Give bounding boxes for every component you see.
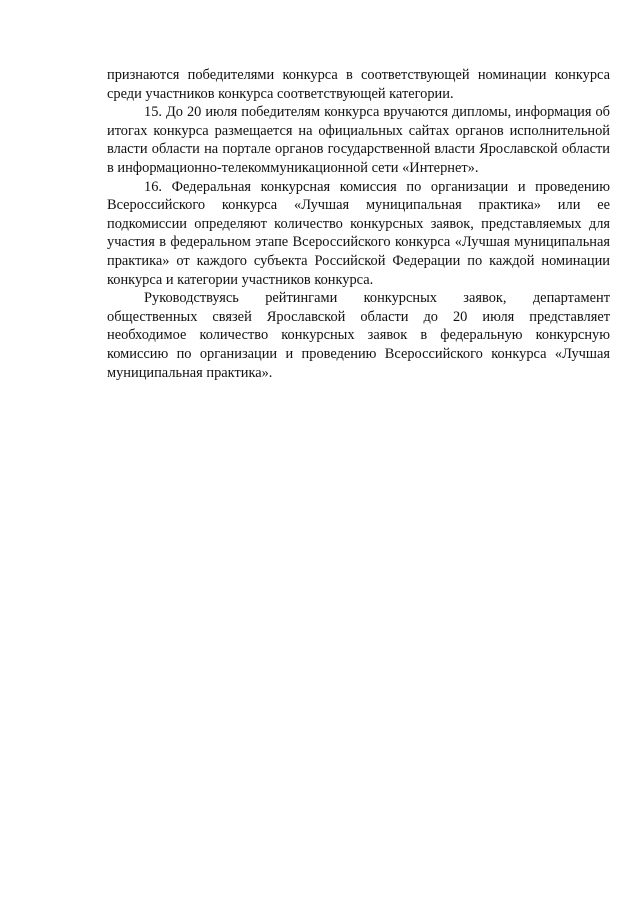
paragraph-item-15: 15. До 20 июля победителям конкурса вручаются дипломы, информация об итогах конкурса размещается на официальных сайтах органов исполнительной власти области на портале органов государственной власти Ярославской области в информационно-телекоммуникационной сети «Интернет». [107,104,610,176]
paragraph-final: Руководствуясь рейтингами конкурсных заявок, департамент общественных связей Ярославской области до 20 июля представляет необходимое количество конкурсных заявок в федеральную конкурсную комиссию по организации и проведению Всероссийского конкурса «Лучшая муниципальная практика». [107,290,610,381]
paragraph-continuation: признаются победителями конкурса в соответствующей номинации конкурса среди участников конкурса соответствующей категории. [107,67,610,102]
document-page [107,66,610,382]
paragraph-item-16: 16. Федеральная конкурсная комиссия по организации и проведению Всероссийского конкурса «Лучшая муниципальная практика» или ее подкомиссии определяют количество конкурсных заявок, представляемых для участия в федеральном этапе Всероссийского конкурса «Лучшая муниципальная практика» от каждого субъекта Российской Федерации по каждой номинации конкурса и категории участников конкурса. [107,178,610,288]
